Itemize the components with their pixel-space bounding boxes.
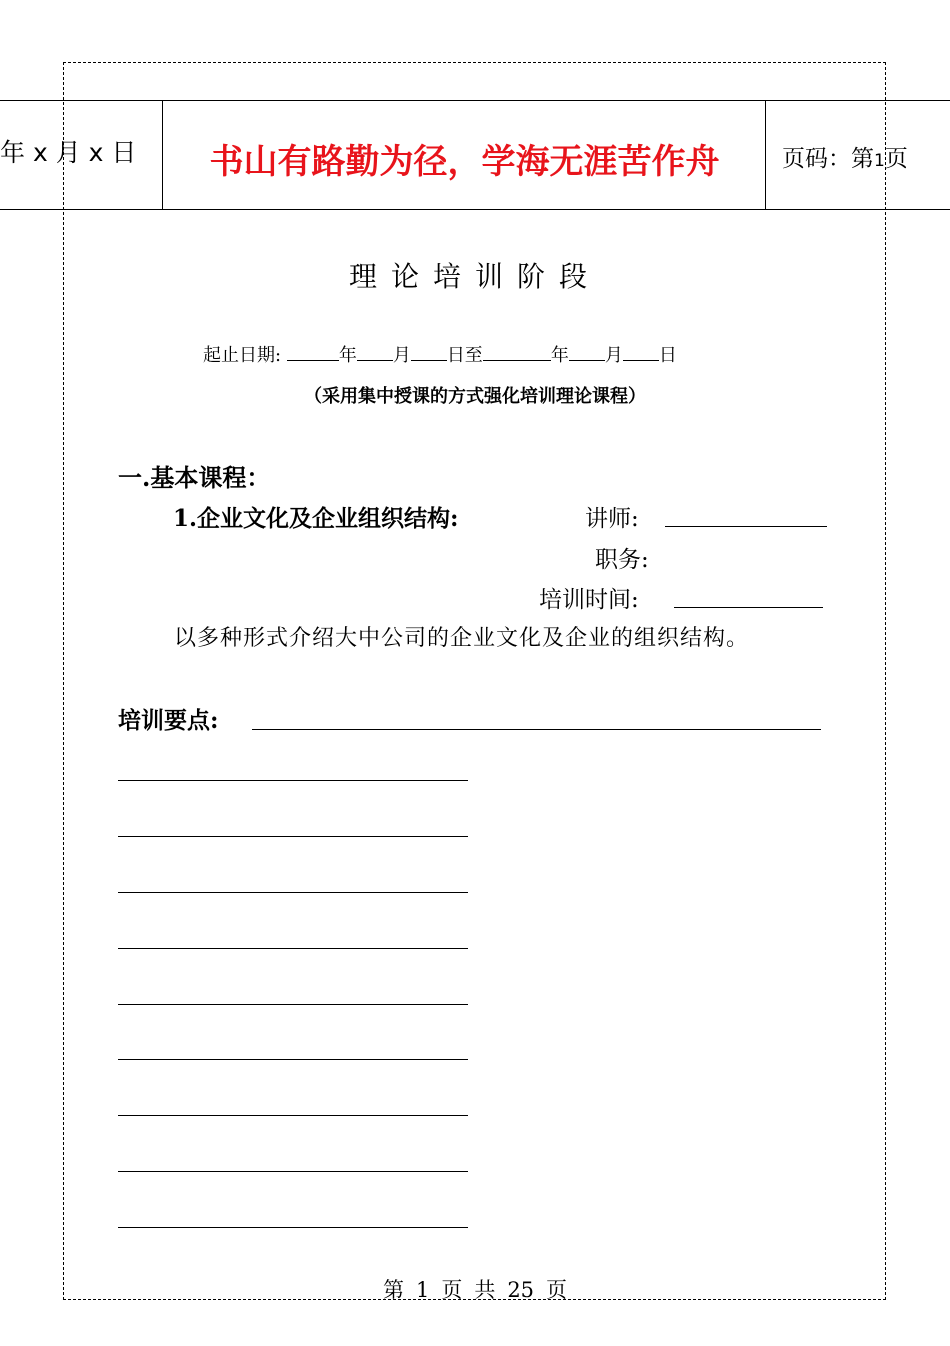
- end-month-label: 月: [604, 345, 623, 366]
- position-label: 职务:: [595, 547, 649, 573]
- footer-total: 25: [507, 1278, 535, 1302]
- blank-line: [118, 1227, 468, 1228]
- blank-line: [118, 1004, 468, 1005]
- footer-middle: 页: [441, 1278, 463, 1302]
- blank-line: [118, 780, 468, 781]
- blank-line: [118, 892, 468, 893]
- training-time-blank-line: [674, 607, 823, 608]
- page-title: 理论培训阶段: [348, 260, 601, 293]
- course-description: 以多种形式介绍大中公司的企业文化及企业的组织结构。: [174, 626, 750, 651]
- header-page-label: 页码：第: [782, 146, 874, 172]
- header-page-unit: 页: [884, 146, 908, 172]
- footer-suffix: 页: [546, 1278, 568, 1302]
- start-year-blank: [287, 344, 339, 361]
- blank-line: [118, 836, 468, 837]
- blank-line: [118, 1115, 468, 1116]
- training-points-line: [252, 729, 821, 730]
- footer-page: 1: [415, 1278, 430, 1302]
- training-points-label: 培训要点:: [118, 707, 219, 734]
- footer-prefix: 第: [382, 1278, 404, 1302]
- start-month-label: 月: [392, 345, 411, 366]
- start-year-label: 年: [338, 345, 357, 366]
- lecturer-blank-line: [665, 526, 827, 527]
- footer-total-prefix: 共: [474, 1278, 496, 1302]
- start-day-label: 日至: [446, 345, 483, 366]
- end-year-blank: [483, 344, 551, 361]
- header-date: 年 x 月 x 日: [0, 138, 137, 167]
- section-heading: 一.基本课程：: [118, 463, 271, 492]
- start-day-blank: [411, 344, 447, 361]
- page-footer: [0, 1274, 950, 1304]
- end-year-label: 年: [550, 345, 569, 366]
- end-month-blank: [569, 344, 605, 361]
- blank-line: [118, 1171, 468, 1172]
- blank-line: [118, 1059, 468, 1060]
- start-month-blank: [357, 344, 393, 361]
- date-range-line: [203, 341, 677, 367]
- subtitle: （采用集中授课的方式强化培训理论课程）: [304, 386, 646, 407]
- end-day-label: 日: [658, 345, 677, 366]
- header-page-num: 1: [874, 151, 885, 171]
- blank-line: [118, 948, 468, 949]
- header-motto: 书山有路勤为径，学海无涯苦作舟: [209, 142, 720, 182]
- course-title: 1.企业文化及企业组织结构:: [173, 505, 459, 532]
- lecturer-label: 讲师:: [585, 506, 639, 532]
- end-day-blank: [623, 344, 659, 361]
- header-page-number: [782, 140, 908, 173]
- training-time-label: 培训时间:: [539, 587, 639, 613]
- date-range-label: 起止日期:: [203, 345, 282, 366]
